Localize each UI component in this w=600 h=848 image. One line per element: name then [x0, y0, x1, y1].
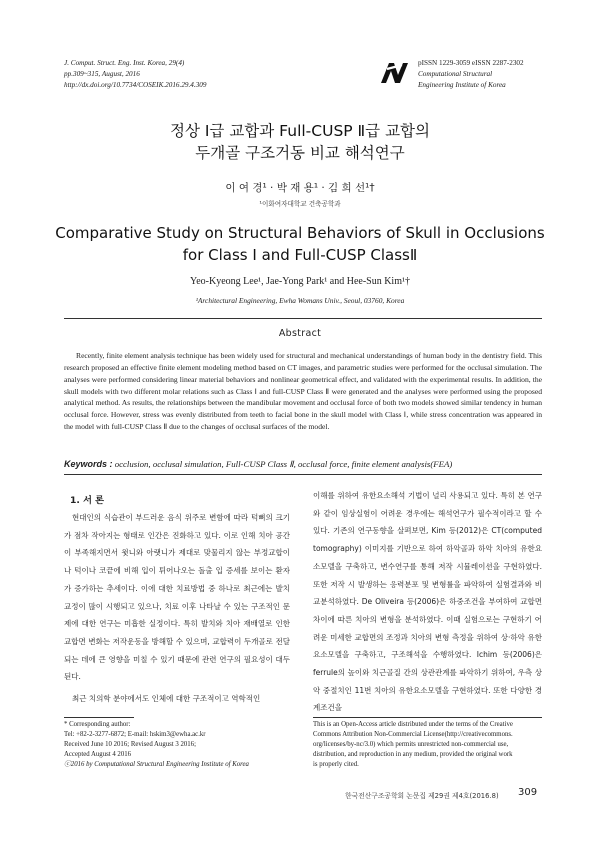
authors-english: Yeo-Kyeong Lee¹, Jae-Yong Park¹ and Hee-Sun Kim¹† — [190, 276, 410, 287]
page-number: 309 — [518, 787, 538, 798]
journal-header-left — [64, 58, 206, 91]
issn: pISSN 1229-3059 eISSN 2287-2302 — [418, 59, 524, 67]
title-korean: 정상 Ⅰ급 교합과 Full-CUSP Ⅱ급 교합의 두개골 구조거동 비교 해석연구 — [169, 122, 431, 162]
copyright: ⓒ2016 by Computational Structural Engineering Institute of Korea — [64, 761, 249, 768]
journal-logo-icon — [378, 60, 410, 86]
section-heading: 1. 서 론 — [70, 495, 105, 506]
abstract-bottom-rule — [64, 474, 542, 475]
journal-footer: 한국전산구조공학회 논문집 제29권 제4호(2016.8) — [345, 792, 499, 800]
footnote-rule-right — [313, 717, 542, 718]
right-column — [313, 487, 542, 717]
accepted-date: Accepted August 4 2016 — [64, 751, 132, 758]
contact-info: Tel: +82-2-3277-6872; E-mail: hskim3@ewha.ac.kr — [64, 731, 206, 738]
footnote-license: This is an Open-Access article distributed under the terms of the Creative Commons Attribution Non-Commercial License(http://creativecommons. org/licenses/by-nc/3.0) which permits unrestricted non-commercial use, distribution, and reproduction in any medium, provided the original work is properly cited. — [313, 721, 513, 768]
keywords-label: Keywords : — [64, 459, 113, 469]
journal-pages: pp.309~315, August, 2016 — [64, 70, 140, 78]
abstract-heading: Abstract — [278, 328, 322, 339]
abstract-body: Recently, finite element analysis technique has been widely used for structural and mechanical understandings of human body in the dentistry field. This research proposed an effective finite element modeling method based on CT images, and parametric studies were performed for the occlusal simulation. The analyses were performed considering linear material behaviors and nonlinear geometrical effect, and validated with the experimental results. In addition, the skull models with two different molar relations such as Class Ⅰ and full-CUSP Class Ⅱ were generated and the analyses were performed using the proposed analytical method. As results, the relationships between the mandibular movement and occlusal force of both two models showed similar tendency in human occlusal force. However, stress was evenly distributed from teeth to facial bone in the skull model with Class Ⅰ, while stress concentration was appeared in the model with full-CUSP Class Ⅱ due to the changes of occlusal surfaces of the model. — [64, 351, 542, 432]
paragraph: 최근 치의학 분야에서도 인체에 대한 구조적이고 역학적인 — [72, 694, 261, 704]
received-dates: Received June 10 2016; Revised August 3 2016; — [64, 741, 196, 748]
keywords-line — [64, 459, 544, 470]
affiliation-korean: ¹이화여자대학교 건축공학과 — [259, 200, 341, 208]
authors-korean: 이 여 경¹ · 박 재 용¹ · 김 희 선¹† — [225, 182, 375, 194]
journal-doi: http://dx.doi.org/10.7734/COSEIK.2016.29.4.309 — [64, 81, 207, 89]
affiliation-english: ¹Architectural Engineering, Ewha Womans Univ., Seoul, 03760, Korea — [195, 296, 405, 305]
publisher-line1: Computational Structural — [418, 70, 493, 78]
paragraph: 현대인의 식습관이 부드러운 음식 위주로 변함에 따라 턱뼈의 크기가 점차 작아지는 형태로 인간은 진화하고 있다. 이로 인해 치아 공간이 부족해지면서 윗니와 아랫니가 제대로 맞물리지 않는 부정교합이나 턱이나 코끝에 비해 입이 튀어나오는 돌출 입 증세를 보이는 환자가 증가하는 추세이다. 이에 대한 치료방법 중 하나로 최근에는 발치 교정이 많이 시행되고 있으나, 치료 이후 나타날 수 있는 구조적인 문제에 대한 연구는 미흡한 실정이다. 특히 발치와 치아 재배열로 인한 교합면 변화는 저작운동을 방해할 수 있으며, 교합력이 두개골로 전달되는 데에 큰 영향을 미칠 수 있기 때문에 관련 연구의 필요성이 대두된다. — [64, 513, 290, 682]
publisher-line2: Engineering Institute of Korea — [418, 81, 506, 89]
title-english: Comparative Study on Structural Behaviors of Skull in Occlusions for Class Ⅰ and Full-CUSP ClassⅡ — [55, 224, 545, 264]
left-column — [64, 509, 290, 708]
keywords-text: occlusion, occlusal simulation, Full-CUSP Class Ⅱ, occlusal force, finite element analysis(FEA) — [114, 459, 453, 469]
abstract-top-rule — [64, 318, 542, 319]
journal-header-right — [418, 58, 524, 91]
footnote-rule-left — [64, 717, 134, 718]
footnote-corresponding: * Corresponding author: Tel: +82-2-3277-6872; E-mail: hskim3@ewha.ac.kr Received June 10 2016; Revised August 3 2016; Accepted August 4 2016 ⓒ2016 by Computational Structural Engineering Institute of Korea — [64, 721, 249, 768]
journal-citation: J. Comput. Struct. Eng. Inst. Korea, 29(4) — [64, 59, 185, 67]
paragraph: 이해를 위하여 유한요소해석 기법이 널리 사용되고 있다. 특히 본 연구와 같이 임상실험이 어려운 경우에는 해석연구가 필수적이라고 할 수 있다. 기존의 연구동향을 살펴보면, Kim 등(2012)은 CT(computed tomography) 이미지를 기반으로 하여 하악골과 하악 치아의 유한요소모델을 구축하고, 변수연구를 통해 저작 시뮬레이션을 구현하였다. 또한 저작 시 발생하는 응력분포 및 변형률을 파악하여 실험결과와 비교분석하였다. De Oliveira 등(2006)은 하중조건을 부여하여 교합면 차이에 따른 치아의 변형을 분석하였다. 이때 실험으로는 구현하기 어려운 미세한 교합면의 조정과 치아의 변형 측정을 위하여 상·하악 유한요소모델을 구축하고, 구조해석을 수행하였다. Ichim 등(2006)은 ferrule의 높이와 치근골질 간의 상관관계를 파악하기 위하여, 우측 상악 중절치인 11번 치아의 유한요소모델을 구현하였다. 또한 다양한 경계조건을 — [313, 491, 542, 713]
